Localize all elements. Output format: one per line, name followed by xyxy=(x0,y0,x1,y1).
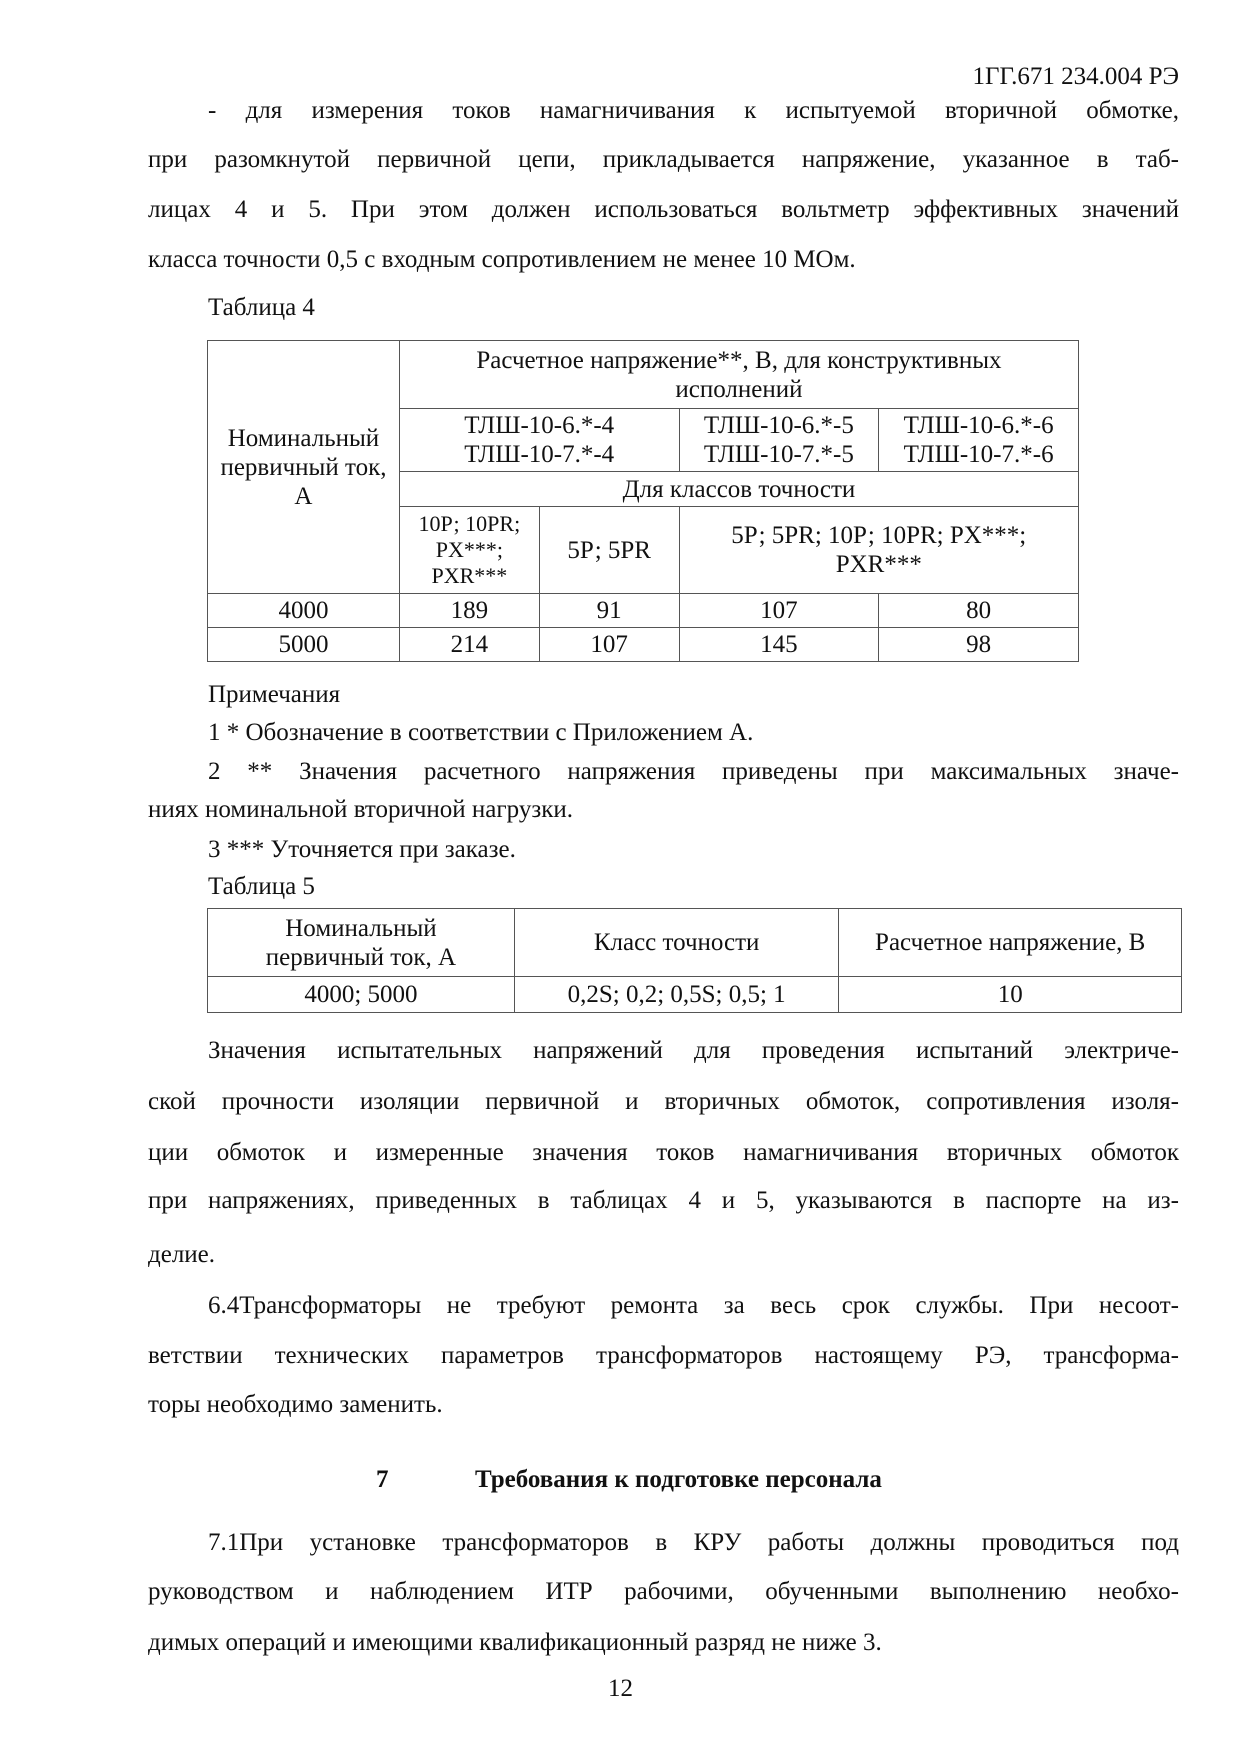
class-group-2: 5Р; 5PR xyxy=(539,507,679,594)
p71-line-1: 7.1При установке трансформаторов в КРУ работы должны проводиться под xyxy=(208,1529,1179,1556)
intro-line-4: класса точности 0,5 с входным сопротивлением не менее 10 МОм. xyxy=(148,246,856,273)
design-6-line-1: ТЛШ-10-6.*-6 xyxy=(903,412,1054,439)
cell-value: 91 xyxy=(539,594,679,628)
cell-value: 107 xyxy=(679,594,879,628)
intro-line-1: - для измерения токов намагничивания к испытуемой вторичной обмотке, xyxy=(208,97,1179,124)
page-number: 12 xyxy=(608,1675,633,1702)
cell-value: 80 xyxy=(879,594,1079,628)
table-row xyxy=(208,594,1079,628)
values-line-4: при напряжениях, приведенных в таблицах 4 и 5, указываются в паспорте на из- xyxy=(148,1187,1179,1214)
section-number: 7 xyxy=(376,1466,389,1493)
table4-caption: Таблица 4 xyxy=(208,294,315,321)
p71-line-2: руководством и наблюдением ИТР рабочими, обученными выполнению необхо- xyxy=(148,1578,1179,1605)
values-line-3: ции обмоток и измеренные значения токов намагничивания вторичных обмоток xyxy=(148,1139,1179,1166)
table-4 xyxy=(207,340,1079,662)
cell-accuracy-class: 0,2S; 0,2; 0,5S; 0,5; 1 xyxy=(514,977,839,1013)
design-header-6 xyxy=(879,409,1079,472)
notes-title: Примечания xyxy=(208,681,341,708)
design-header-5 xyxy=(679,409,879,472)
cell-value: 98 xyxy=(879,628,1079,662)
values-line-2: ской прочности изоляции первичной и вторичных обмоток, сопротивления изоля- xyxy=(148,1088,1179,1115)
design-5-line-1: ТЛШ-10-6.*-5 xyxy=(703,412,854,439)
row-header-nominal-current: Номинальный первичный ток, А xyxy=(208,341,400,594)
design-header-4 xyxy=(399,409,679,472)
p64-line-2: ветствии технических параметров трансформаторов настоящему РЭ, трансформа- xyxy=(148,1342,1179,1369)
header-accuracy-class: Класс точности xyxy=(514,909,839,977)
design-6-line-2: ТЛШ-10-7.*-6 xyxy=(903,441,1054,468)
intro-line-3: лицах 4 и 5. При этом должен использоваться вольтметр эффективных значений xyxy=(148,196,1179,223)
values-line-1: Значения испытательных напряжений для проведения испытаний электриче- xyxy=(208,1037,1179,1064)
cell-value: 214 xyxy=(399,628,539,662)
p64-line-1: 6.4Трансформаторы не требуют ремонта за весь срок службы. При несоот- xyxy=(208,1292,1179,1319)
cell-current: 4000 xyxy=(208,594,400,628)
table-row xyxy=(208,628,1079,662)
design-4-line-2: ТЛШ-10-7.*-4 xyxy=(464,441,615,468)
table-row xyxy=(208,977,1182,1013)
section-title: Требования к подготовке персонала xyxy=(475,1466,882,1493)
document-code: 1ГГ.671 234.004 РЭ xyxy=(972,63,1179,90)
header-nominal-current: Номинальный первичный ток, А xyxy=(208,909,515,977)
intro-line-2: при разомкнутой первичной цепи, прикладывается напряжение, указанное в таб- xyxy=(148,146,1179,173)
cell-value: 189 xyxy=(399,594,539,628)
header-design-voltage: Расчетное напряжение, В xyxy=(839,909,1182,977)
cell-value: 145 xyxy=(679,628,879,662)
note-2: 2 ** Значения расчетного напряжения приведены при максимальных значе- xyxy=(208,758,1179,785)
p64-line-3: торы необходимо заменить. xyxy=(148,1391,443,1418)
note-3: 3 *** Уточняется при заказе. xyxy=(208,836,516,863)
note-2-continuation: ниях номинальной вторичной нагрузки. xyxy=(148,796,573,823)
group-header-design-voltage: Расчетное напряжение**, В, для конструктивных исполнений xyxy=(399,341,1078,409)
cell-current: 4000; 5000 xyxy=(208,977,515,1013)
design-4-line-1: ТЛШ-10-6.*-4 xyxy=(464,412,615,439)
classes-header: Для классов точности xyxy=(399,472,1078,507)
table5-caption: Таблица 5 xyxy=(208,873,315,900)
design-5-line-2: ТЛШ-10-7.*-5 xyxy=(703,441,854,468)
cell-value: 107 xyxy=(539,628,679,662)
values-line-5: делие. xyxy=(148,1241,216,1268)
class-group-1: 10Р; 10PR; PX***; PXR*** xyxy=(399,507,539,594)
class-group-3: 5Р; 5PR; 10Р; 10PR; PX***; PXR*** xyxy=(679,507,1078,594)
cell-voltage: 10 xyxy=(839,977,1182,1013)
note-1: 1 * Обозначение в соответствии с Приложением А. xyxy=(208,719,754,746)
table-5 xyxy=(207,908,1182,1013)
cell-current: 5000 xyxy=(208,628,400,662)
p71-line-3: димых операций и имеющими квалификационный разряд не ниже 3. xyxy=(148,1629,882,1656)
